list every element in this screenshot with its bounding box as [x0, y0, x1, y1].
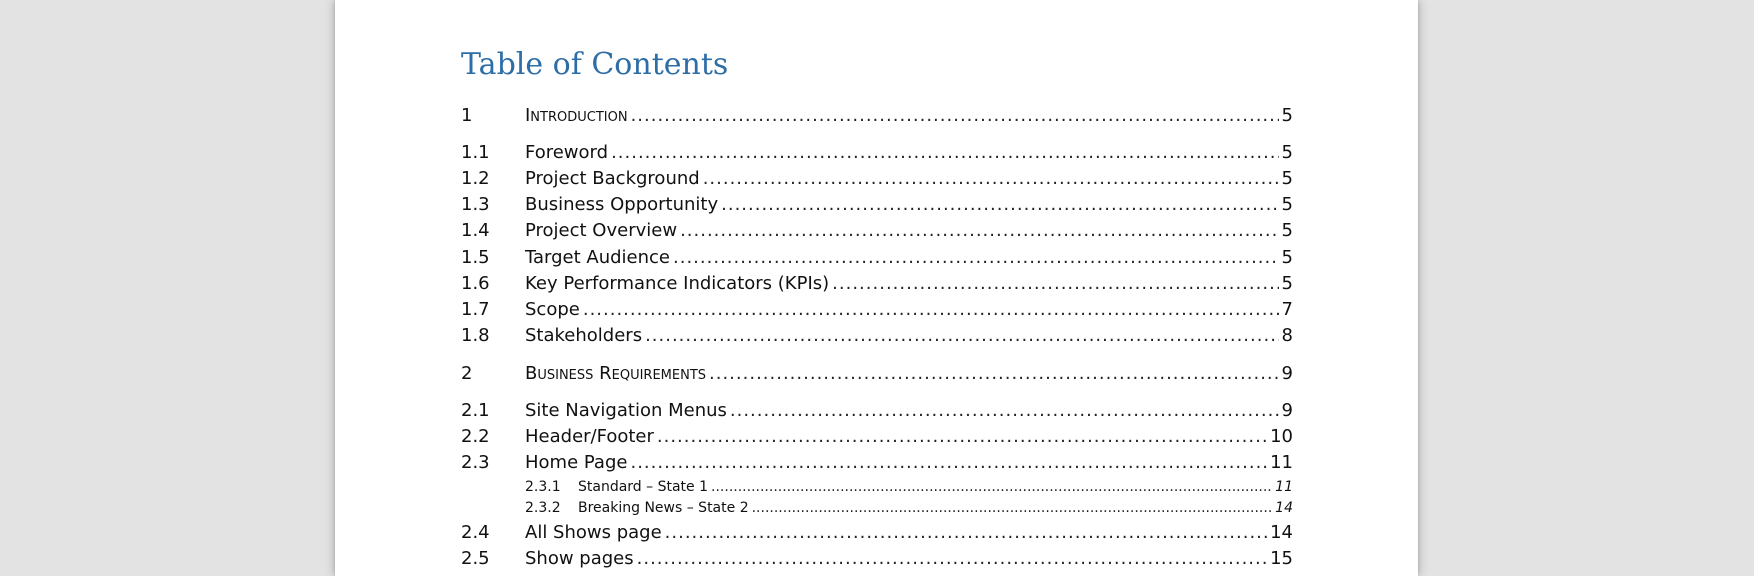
toc-entry-number: 2.3 [461, 452, 490, 473]
toc-entry-label: Stakeholders [525, 325, 643, 346]
toc-entry-label: Business Requirements [525, 363, 707, 384]
toc-entry-label: Foreword [525, 142, 609, 163]
toc-leader-dots [657, 426, 1267, 448]
toc-leader-dots [680, 220, 1278, 242]
toc-leader-dots [611, 142, 1278, 164]
toc-entry-2-3-1[interactable] [525, 478, 1293, 496]
toc-entry-1-2[interactable] [461, 168, 1293, 190]
toc-entry-page: 11 [1275, 479, 1293, 495]
toc-entry-number: 2.3.2 [525, 500, 561, 516]
toc-title: Table of Contents [461, 47, 729, 82]
toc-entry-2-1[interactable] [461, 400, 1293, 422]
toc-entry-label: Scope [525, 299, 580, 320]
toc-entry-page: 11 [1270, 452, 1293, 473]
toc-entry-label: Breaking News – State 2 [578, 500, 749, 516]
toc-entry-2-3-2[interactable] [525, 499, 1293, 517]
toc-entry-page: 7 [1281, 299, 1293, 320]
toc-entry-label: Introduction [525, 105, 628, 126]
toc-entry-number: 1.7 [461, 299, 490, 320]
toc-entry-page: 9 [1281, 363, 1293, 384]
toc-entry-1-1[interactable] [461, 142, 1293, 164]
toc-entry-number: 2.4 [461, 522, 490, 543]
toc-entry-page: 5 [1281, 247, 1293, 268]
toc-leader-dots [730, 400, 1279, 422]
toc-entry-1-3[interactable] [461, 194, 1293, 216]
toc-entry-1-7[interactable] [461, 299, 1293, 321]
toc-entry-page: 5 [1281, 220, 1293, 241]
toc-leader-dots [711, 478, 1272, 496]
toc-entry-page: 5 [1281, 273, 1293, 294]
toc-entry-2-2[interactable] [461, 426, 1293, 448]
toc-entry-number: 1.3 [461, 194, 490, 215]
toc-entry-label: Project Background [525, 168, 700, 189]
toc-leader-dots [631, 105, 1279, 127]
toc-entry-label: Target Audience [525, 247, 671, 268]
toc-entry-number: 1.6 [461, 273, 490, 294]
toc-leader-dots [752, 499, 1273, 517]
toc-leader-dots [645, 325, 1278, 347]
toc-leader-dots [665, 522, 1267, 544]
toc-entry-label: All Shows page [525, 522, 662, 543]
toc-leader-dots [673, 247, 1279, 269]
toc-entry-page: 9 [1281, 400, 1293, 421]
toc-leader-dots [721, 194, 1278, 216]
toc-entry-1-6[interactable] [461, 273, 1293, 295]
toc-entry-number: 2.3.1 [525, 479, 561, 495]
toc-leader-dots [703, 168, 1279, 190]
toc-entry-label: Header/Footer [525, 426, 654, 447]
toc-entry-number: 1.8 [461, 325, 490, 346]
toc-entry-number: 1 [461, 105, 473, 126]
toc-entry-page: 5 [1281, 142, 1293, 163]
toc-entry-label: Home Page [525, 452, 628, 473]
toc-entry-1-5[interactable] [461, 247, 1293, 269]
toc-entry-page: 15 [1270, 548, 1293, 569]
toc-entry-page: 5 [1281, 194, 1293, 215]
toc-leader-dots [637, 548, 1267, 570]
toc-leader-dots [709, 363, 1279, 385]
toc-entry-2[interactable] [461, 363, 1293, 385]
toc-leader-dots [630, 452, 1267, 474]
toc-entry-2-3[interactable] [461, 452, 1293, 474]
toc-entry-1[interactable] [461, 105, 1293, 127]
toc-entry-number: 1.2 [461, 168, 490, 189]
toc-entry-label: Show pages [525, 548, 634, 569]
toc-entry-page: 14 [1270, 522, 1293, 543]
toc-entry-number: 1.4 [461, 220, 490, 241]
toc-entry-label: Key Performance Indicators (KPIs) [525, 273, 830, 294]
toc-entry-1-8[interactable] [461, 325, 1293, 347]
toc-entry-page: 5 [1281, 168, 1293, 189]
toc-entry-number: 2.5 [461, 548, 490, 569]
toc-entry-number: 1.5 [461, 247, 490, 268]
toc-leader-dots [832, 273, 1278, 295]
toc-entry-label: Site Navigation Menus [525, 400, 727, 421]
toc-entry-label: Business Opportunity [525, 194, 719, 215]
toc-entry-page: 14 [1275, 500, 1293, 516]
toc-entry-page: 5 [1281, 105, 1293, 126]
toc-entry-1-4[interactable] [461, 220, 1293, 242]
toc-entry-number: 2.1 [461, 400, 490, 421]
toc-entry-number: 1.1 [461, 142, 490, 163]
toc-entry-2-5[interactable] [461, 548, 1293, 570]
toc-entry-number: 2.2 [461, 426, 490, 447]
toc-entry-2-4[interactable] [461, 522, 1293, 544]
toc-entry-page: 10 [1270, 426, 1293, 447]
toc-entry-number: 2 [461, 363, 473, 384]
toc-entry-label: Project Overview [525, 220, 678, 241]
toc-leader-dots [583, 299, 1279, 321]
toc-entry-label: Standard – State 1 [578, 479, 709, 495]
toc-entry-page: 8 [1281, 325, 1293, 346]
document-page [335, 0, 1418, 576]
